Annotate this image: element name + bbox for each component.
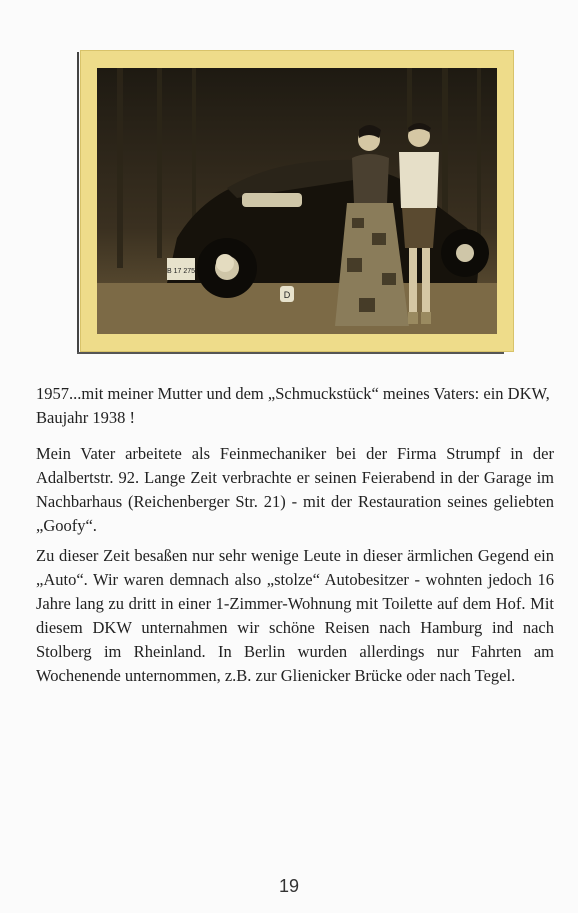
photo-frame xyxy=(80,50,514,352)
photo-caption: 1957...mit meiner Mutter und dem „Schmuckstück“ meines Vaters: ein DKW, Baujahr 1938 ! xyxy=(36,384,550,427)
vintage-photo xyxy=(97,68,497,334)
paragraph: Mein Vater arbeitete als Feinmechaniker bei der Firma Strumpf in der Adalbertstr. 92. Lange Zeit verbrachte er seinen Feierabend in der Garage im Nachbarhaus (Reichenberger Str. 21) - mit der Restauration seines geliebten „Goofy“. xyxy=(36,444,554,535)
photo-illustration xyxy=(97,68,497,334)
page-number: 19 xyxy=(278,876,300,896)
paragraph: Zu dieser Zeit besaßen nur sehr wenige Leute in dieser ärmlichen Gegend ein „Auto“. Wir waren demnach also „stolze“ Autobesitzer - wohnten jedoch 16 Jahre lang zu dritt in einer 1-Zimmer-Wohnung mit Toilette auf dem Hof. Mit diesem DKW unternahmen wir schöne Reisen nach Hamburg ind nach Stolberg im Rheinland. In Berlin wurden allerdings nur Fahrten am Wochenende unternommen, z.B. zur Glienicker Brücke oder nach Tegel. xyxy=(36,546,554,685)
country-plate-letter: D xyxy=(283,290,291,300)
license-plate-text: B 17 275 xyxy=(166,268,196,275)
